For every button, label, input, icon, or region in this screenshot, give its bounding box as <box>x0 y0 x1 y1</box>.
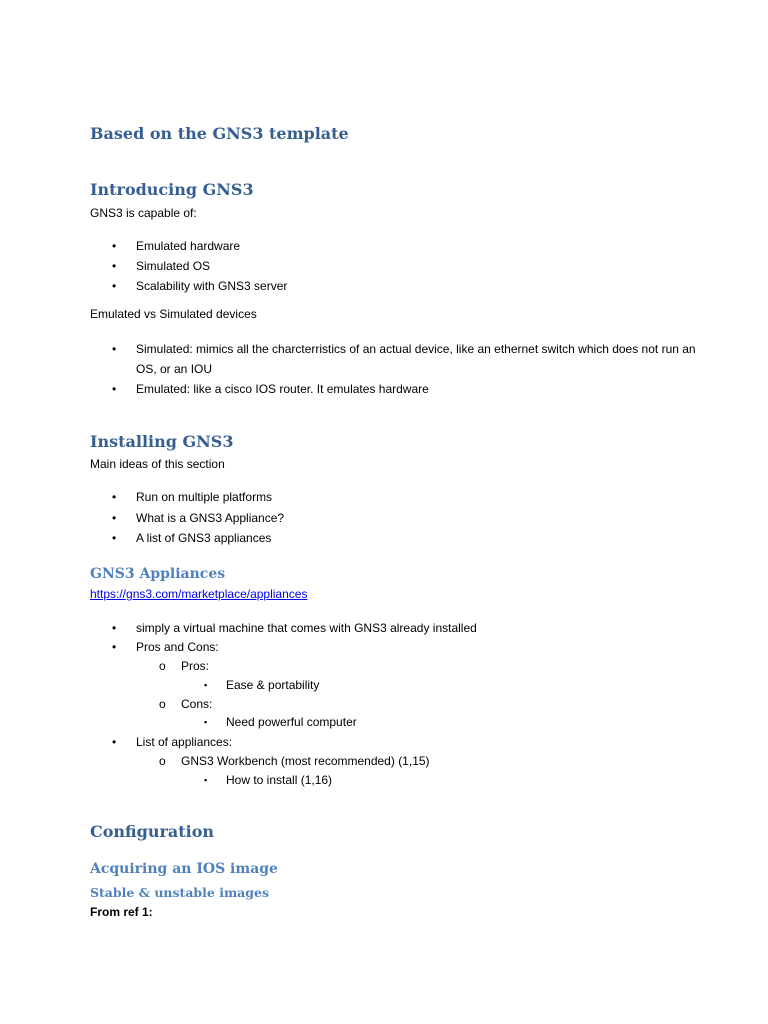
bullet-circle: o <box>159 697 166 711</box>
list-item <box>159 753 430 769</box>
list-item-text: Scalability with GNS3 server <box>136 279 288 293</box>
list-item <box>112 381 429 397</box>
bullet-disc: • <box>112 735 117 749</box>
list-item <box>112 510 285 526</box>
bullet-disc: • <box>112 279 117 293</box>
appliances-link[interactable]: https://gns3.com/marketplace/appliances <box>90 587 308 601</box>
document-title: Based on the GNS3 template <box>90 124 349 143</box>
bullet-disc: • <box>112 259 117 273</box>
list-item <box>112 620 477 636</box>
list-item-text: Emulated hardware <box>136 239 241 253</box>
list-item-text: A list of GNS3 appliances <box>136 531 272 545</box>
list-item-text: Emulated: like a cisco IOS router. It emulates hardware <box>136 382 429 396</box>
list-item-text: Simulated: mimics all the charcterristics of an actual device, like an ethernet switch which does not run an OS, or an IOU <box>136 342 696 376</box>
bullet-disc: • <box>112 531 117 545</box>
list-item-text: Pros and Cons: <box>136 640 219 654</box>
list-item <box>204 677 320 693</box>
intro-lead: GNS3 is capable of: <box>90 206 197 220</box>
list-item <box>112 278 288 294</box>
vs-label: Emulated vs Simulated devices <box>90 307 257 321</box>
heading-introducing: Introducing GNS3 <box>90 180 254 199</box>
list-item <box>112 530 272 546</box>
heading-appliances: GNS3 Appliances <box>90 566 226 582</box>
list-item <box>112 734 233 750</box>
list-item-text: What is a GNS3 Appliance? <box>136 511 285 525</box>
list-item-text: Run on multiple platforms <box>136 490 273 504</box>
list-item <box>204 714 357 730</box>
list-item <box>204 772 333 788</box>
list-item <box>112 489 273 505</box>
list-item <box>159 696 213 712</box>
bullet-disc: • <box>112 342 117 356</box>
list-item-text: Simulated OS <box>136 259 211 273</box>
bullet-disc: • <box>112 382 117 396</box>
bullet-circle: o <box>159 754 166 768</box>
heading-configuration: Configuration <box>90 822 215 841</box>
list-item <box>112 238 241 254</box>
list-item <box>159 658 210 674</box>
bullet-disc: • <box>112 511 117 525</box>
list-item-text: GNS3 Workbench (most recommended) (1,15) <box>181 754 430 768</box>
list-item-text: simply a virtual machine that comes with GNS3 already installed <box>136 621 477 635</box>
bullet-disc: • <box>112 490 117 504</box>
bullet-disc: • <box>112 640 117 654</box>
list-item <box>112 339 696 379</box>
list-item-text: List of appliances: <box>136 735 233 749</box>
list-item <box>112 258 211 274</box>
heading-stable-images: Stable & unstable images <box>90 885 270 900</box>
bullet-square: ▪ <box>204 680 208 690</box>
bullet-disc: • <box>112 239 117 253</box>
heading-installing: Installing GNS3 <box>90 432 234 451</box>
bullet-circle: o <box>159 659 166 673</box>
list-item-text: Need powerful computer <box>226 715 357 729</box>
bullet-square: ▪ <box>204 717 208 727</box>
heading-acquiring-ios: Acquiring an IOS image <box>90 861 278 877</box>
bullet-square: ▪ <box>204 775 208 785</box>
installing-lead: Main ideas of this section <box>90 457 225 471</box>
list-item-text: Cons: <box>181 697 213 711</box>
list-item-text: How to install (1,16) <box>226 773 333 787</box>
list-item-text: Pros: <box>181 659 210 673</box>
list-item <box>112 639 219 655</box>
bullet-disc: • <box>112 621 117 635</box>
list-item-text: Ease & portability <box>226 678 320 692</box>
ref-label: From ref 1: <box>90 905 153 919</box>
